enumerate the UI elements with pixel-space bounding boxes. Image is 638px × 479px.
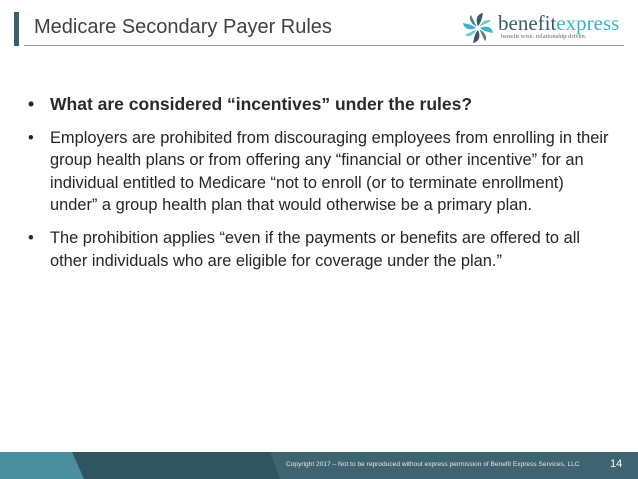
bullet-text: Employers are prohibited from discouraging employees from enrolling in their group health plans or from offering any “financial or other incentive” for an individual entitled to Medicare “not to enroll (or to terminate enrollment) under” a group health plan that would otherwise be a primary plan. (50, 128, 609, 215)
copyright-notice: Copyright 2017 – Not to be reproduced without express permission of Benefit Express Services, LLC (286, 461, 580, 468)
bullet-marker: • (28, 128, 34, 147)
bullet-marker: • (28, 94, 35, 114)
bullet-prohibition (24, 127, 609, 217)
title-divider (24, 45, 624, 46)
footer-bar (0, 452, 638, 479)
footer-teal-segment (0, 452, 84, 479)
logo-tagline: benefit wise. relationship driven. (501, 33, 587, 40)
logo-wordmark (498, 12, 619, 34)
bullet-text: What are considered “incentives” under the rules? (50, 94, 473, 114)
page-number: 14 (610, 458, 623, 470)
page-title: Medicare Secondary Payer Rules (34, 16, 332, 38)
bullet-marker: • (28, 228, 34, 247)
bullet-applies (24, 227, 609, 272)
bullet-text: The prohibition applies “even if the payments or benefits are offered to all other individuals who are eligible for coverage under the plan.” (50, 228, 580, 270)
bullet-list (24, 93, 609, 282)
company-logo (462, 12, 632, 44)
logo-word-express: express (556, 11, 620, 35)
title-accent-bar (14, 12, 19, 46)
bullet-question (24, 93, 609, 116)
logo-word-benefit: benefit (498, 11, 557, 35)
footer-dark-segment (70, 452, 280, 479)
benefitexpress-pinwheel-icon (462, 12, 494, 44)
